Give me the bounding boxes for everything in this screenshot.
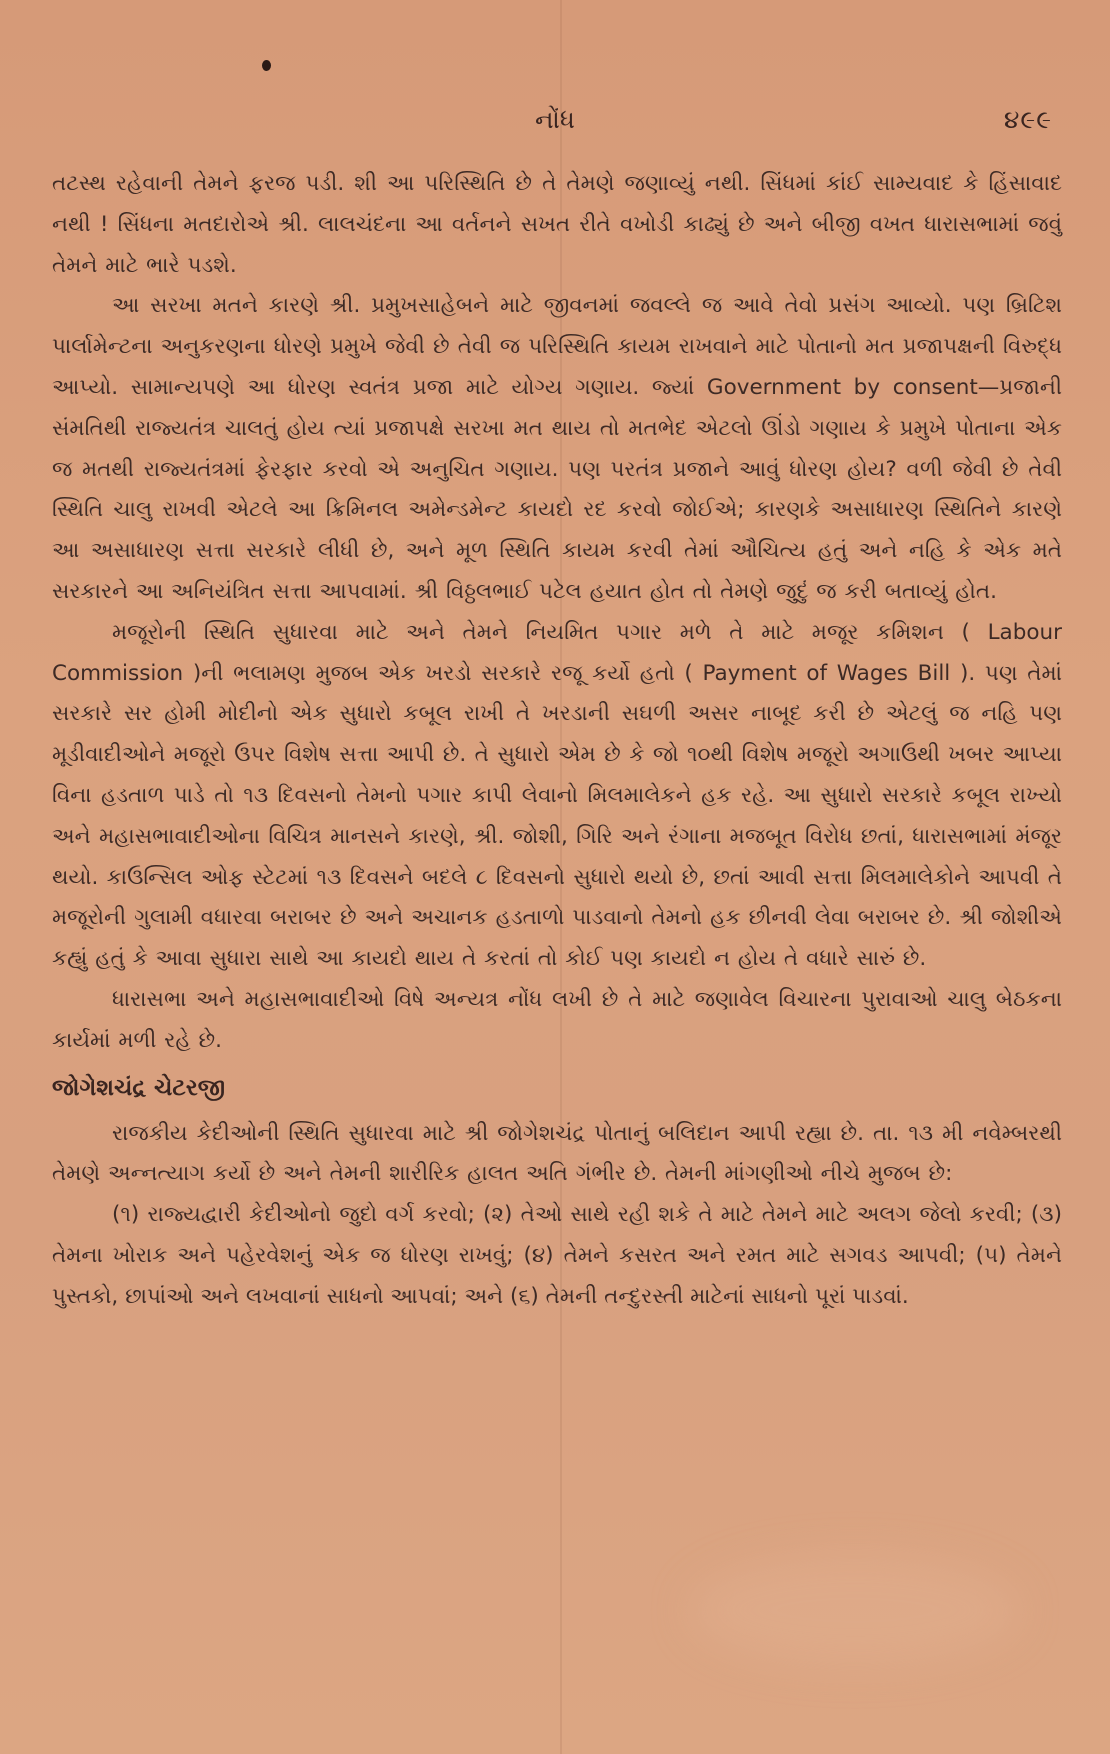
page-number: ૪૯૯ [1003,105,1052,134]
page-body [52,164,1062,1318]
paragraph-4: ધારાસભા અને મહાસભાવાદીઓ વિષે અન્યત્ર નોંધ લખી છે તે માટે જણાવેલ વિચારના પુરાવાઓ ચાલુ બેઠકના કાર્યમાં મળી રહે છે. [52,986,1062,1053]
paragraph-1: તટસ્થ રહેવાની તેમને ફરજ પડી. શી આ પરિસ્થિતિ છે તે તેમણે જણાવ્યું નથી. સિંધમાં કાંઈ સામ્યવાદ કે હિંસાવાદ નથી ! સિંધના મતદારોએ શ્રી. લાલચંદના આ વર્તનને સખત રીતે વખોડી કાઢ્યું છે અને બીજી વખત ધારાસભામાં જવું તેમને માટે ભારે પડશે. [52,171,1062,278]
paper-smudge [690,1555,1020,1665]
section-paragraph: રાજકીય કેદીઓની સ્થિતિ સુધારવા માટે શ્રી જોગેશચંદ્ર પોતાનું બલિદાન આપી રહ્યા છે. તા. ૧૩ મી નવેમ્બરથી તેમણે અન્નત્યાગ કર્યો છે અને તેમની શારીરિક હાલત અતિ ગંભીર છે. તેમની માંગણીઓ નીચે મુજબ છે: [52,1120,1062,1187]
paragraph-3: મજૂરોની સ્થિતિ સુધારવા માટે અને તેમને નિયમિત પગાર મળે તે માટે મજૂર કમિશન ( Labour Commission )ની ભલામણ મુજબ એક ખરડો સરકારે રજૂ કર્યો હતો ( Payment of Wages Bill ). પણ તેમાં સરકારે સર હોમી મોદીનો એક સુધારો કબૂલ રાખી તે ખરડાની સઘળી અસર નાબૂદ કરી છે એટલું જ નહિ પણ મૂડીવાદીઓને મજૂરો ઉપર વિશેષ સત્તા આપી છે. તે સુધારો એમ છે કે જો ૧૦થી વિશેષ મજૂરો અગાઉથી ખબર આપ્યા વિના હડતાળ પાડે તો ૧૩ દિવસનો તેમનો પગાર કાપી લેવાનો મિલમાલેકને હક રહે. આ સુધારો સરકારે કબૂલ રાખ્યો અને મહાસભાવાદીઓના વિચિત્ર માનસને કારણે, શ્રી. જોશી, ગિરિ અને રંગાના મજબૂત વિરોધ છતાં, ધારાસભામાં મંજૂર થયો. કાઉન્સિલ ઓફ સ્ટેટમાં ૧૩ દિવસને બદલે ૮ દિવસનો સુધારો થયો છે, છતાં આવી સત્તા મિલમાલેકોને આપવી તે મજૂરોની ગુલામી વધારવા બરાબર છે અને અચાનક હડતાળો પાડવાનો તેમનો હક છીનવી લેવા બરાબર છે. શ્રી જોશીએ કહ્યું હતું કે આવા સુધારા સાથે આ કાયદો થાય તે કરતાં તો કોઈ પણ કાયદો ન હોય તે વધારે સારું છે. [52,619,1062,972]
section-heading: જોગેશચંદ્ર ચેટરજી [52,1074,225,1101]
paragraph-2: આ સરખા મતને કારણે શ્રી. પ્રમુખસાહેબને માટે જીવનમાં જવલ્લે જ આવે તેવો પ્રસંગ આવ્યો. પણ બ્રિટિશ પાર્લામેન્ટના અનુકરણના ધોરણે પ્રમુખે જેવી છે તેવી જ પરિસ્થિતિ કાયમ રાખવાને માટે પોતાનો મત પ્રજાપક્ષની વિરુદ્ધ આપ્યો. સામાન્યપણે આ ધોરણ સ્વતંત્ર પ્રજા માટે યોગ્ય ગણાય. જ્યાં Government by consent—પ્રજાની સંમતિથી રાજ્યતંત્ર ચાલતું હોય ત્યાં પ્રજાપક્ષે સરખા મત થાય તો મતભેદ એટલો ઊંડો ગણાય કે પ્રમુખે પોતાના એક જ મતથી રાજ્યતંત્રમાં ફેરફાર કરવો એ અનુચિત ગણાય. પણ પરતંત્ર પ્રજાને આવું ધોરણ હોય? વળી જેવી છે તેવી સ્થિતિ ચાલુ રાખવી એટલે આ ક્રિમિનલ અમેન્ડમેન્ટ કાયદો રદ કરવો જોઈએ; કારણકે અસાધારણ સ્થિતિને કારણે આ અસાધારણ સત્તા સરકારે લીધી છે, અને મૂળ સ્થિતિ કાયમ કરવી તેમાં ઔચિત્ય હતું અને નહિ કે એક મતે સરકારને આ અનિયંત્રિત સત્તા આપવામાં. શ્રી વિઠ્ઠલભાઈ પટેલ હયાત હોત તો તેમણે જુદું જ કરી બતાવ્યું હોત. [52,293,1062,604]
ink-dot [262,60,271,71]
running-title: નોંધ [535,105,575,134]
page-header [50,105,1060,145]
demands-list: (૧) રાજ્યદ્વારી કેદીઓનો જુદો વર્ગ કરવો; (૨) તેઓ સાથે રહી શકે તે માટે તેમને માટે અલગ જેલો કરવી; (૩) તેમના ખોરાક અને પહેરવેશનું એક જ ધોરણ રાખવું; (૪) તેમને કસરત અને રમત માટે સગવડ આપવી; (૫) તેમને પુસ્તકો, છાપાંઓ અને લખવાનાં સાધનો આપવાં; અને (૬) તેમની તન્દુરસ્તી માટેનાં સાધનો પૂરાં પાડવાં. [52,1202,1062,1309]
